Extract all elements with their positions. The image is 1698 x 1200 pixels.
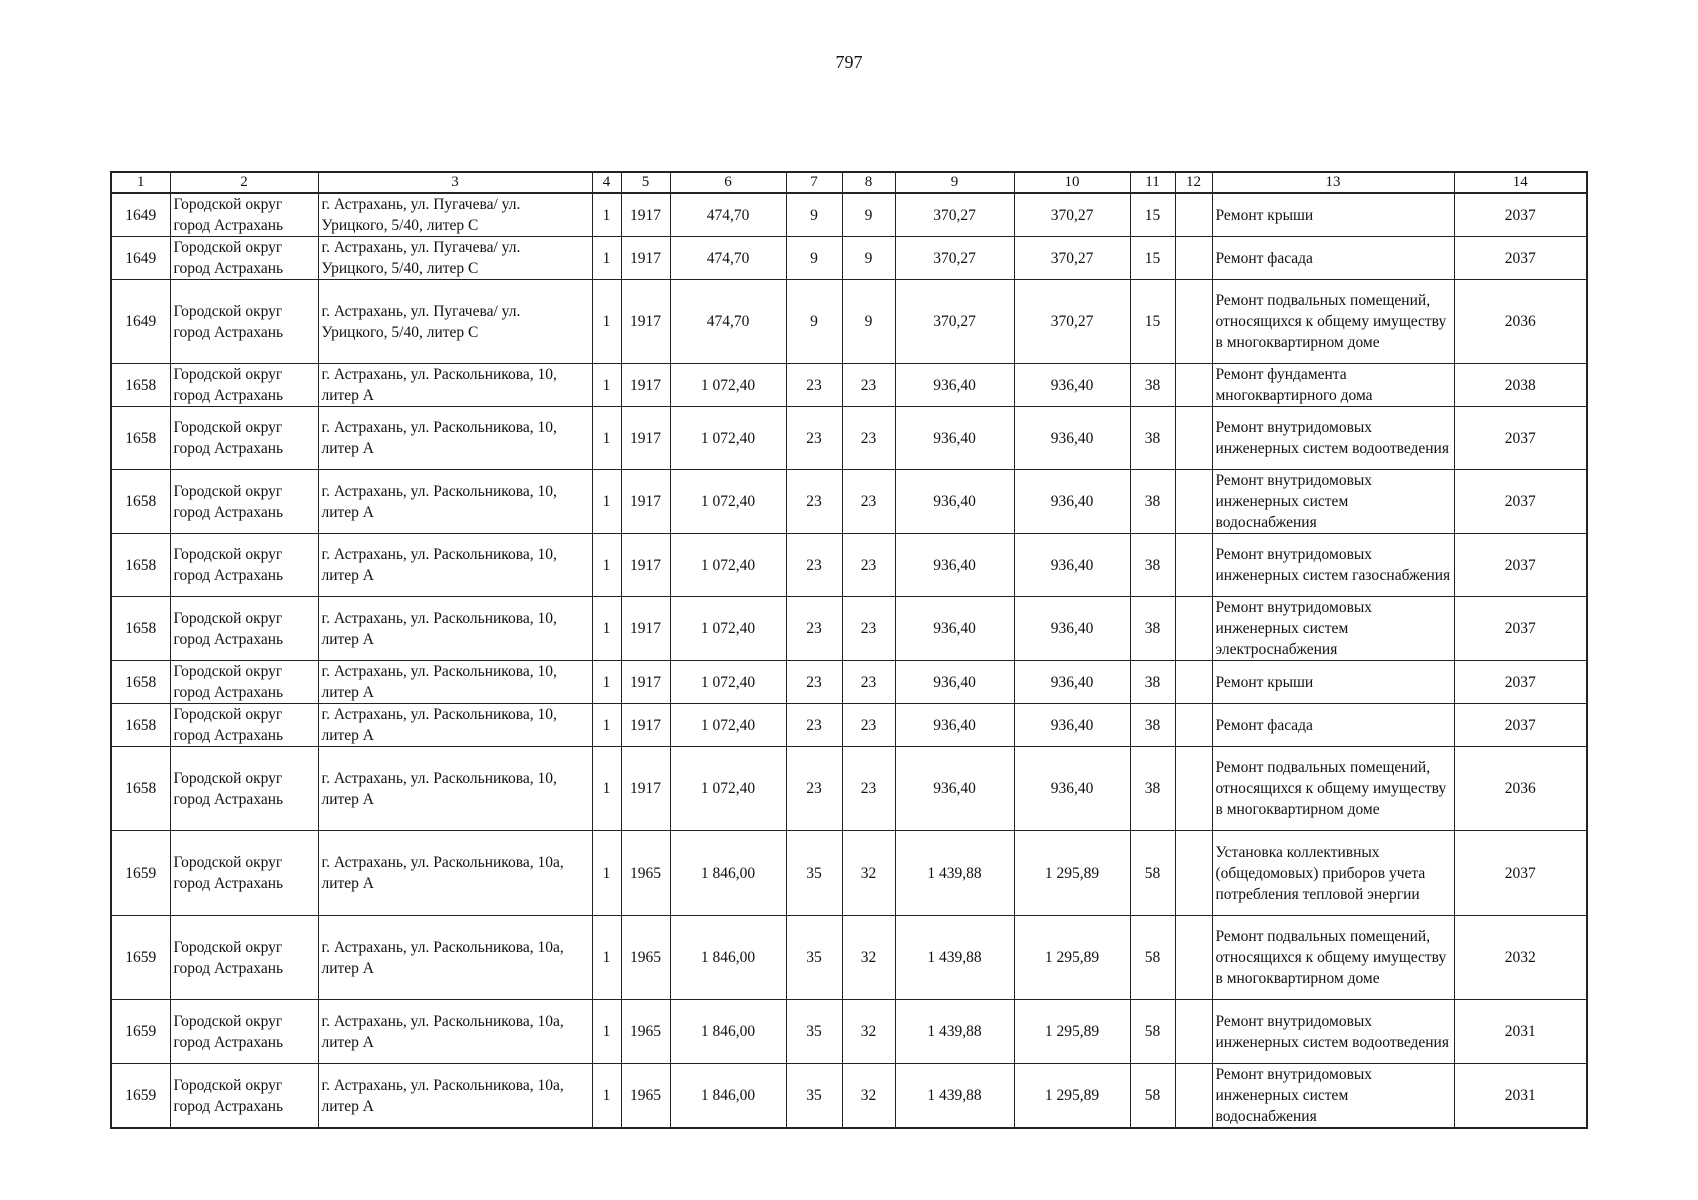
cell-col-12 [1175, 1064, 1212, 1129]
cell-area-total: 1 072,40 [670, 534, 786, 597]
cell-number: 1658 [111, 704, 170, 747]
cell-col-7: 23 [786, 661, 842, 704]
column-header-2: 2 [170, 172, 318, 193]
cell-area-10: 936,40 [1014, 747, 1130, 831]
cell-work-type: Ремонт подвальных помещений, относящихся к общему имуществу в многоквартирном доме [1212, 747, 1454, 831]
cell-col-11: 58 [1130, 916, 1175, 1000]
cell-area-10: 936,40 [1014, 661, 1130, 704]
cell-area-total: 1 072,40 [670, 661, 786, 704]
cell-area-9: 936,40 [895, 470, 1014, 534]
cell-planned-year: 2037 [1454, 661, 1587, 704]
cell-number: 1659 [111, 916, 170, 1000]
cell-col-11: 38 [1130, 661, 1175, 704]
cell-col-4: 1 [592, 704, 621, 747]
cell-col-12 [1175, 470, 1212, 534]
cell-col-12 [1175, 407, 1212, 470]
table-body [111, 193, 1587, 1128]
cell-year: 1917 [621, 364, 670, 407]
table-row [111, 1064, 1587, 1129]
cell-number: 1658 [111, 470, 170, 534]
cell-planned-year: 2036 [1454, 747, 1587, 831]
cell-area-total: 1 072,40 [670, 747, 786, 831]
cell-col-7: 35 [786, 1000, 842, 1064]
cell-municipality: Городской округ город Астрахань [170, 280, 318, 364]
cell-municipality: Городской округ город Астрахань [170, 1064, 318, 1129]
cell-area-total: 1 846,00 [670, 1064, 786, 1129]
cell-work-type: Ремонт внутридомовых инженерных систем водоотведения [1212, 1000, 1454, 1064]
cell-col-12 [1175, 193, 1212, 237]
cell-col-11: 58 [1130, 1000, 1175, 1064]
cell-address: г. Астрахань, ул. Раскольникова, 10а, литер А [318, 1064, 592, 1129]
cell-planned-year: 2037 [1454, 193, 1587, 237]
cell-area-total: 1 072,40 [670, 470, 786, 534]
cell-area-total: 1 846,00 [670, 916, 786, 1000]
cell-area-9: 370,27 [895, 280, 1014, 364]
column-header-12: 12 [1175, 172, 1212, 193]
cell-col-11: 38 [1130, 747, 1175, 831]
cell-municipality: Городской округ город Астрахань [170, 534, 318, 597]
cell-planned-year: 2036 [1454, 280, 1587, 364]
cell-col-7: 23 [786, 407, 842, 470]
cell-year: 1917 [621, 747, 670, 831]
repair-schedule-table [110, 171, 1588, 1129]
cell-number: 1658 [111, 597, 170, 661]
cell-area-9: 1 439,88 [895, 831, 1014, 916]
cell-col-8: 23 [842, 747, 895, 831]
cell-col-12 [1175, 597, 1212, 661]
cell-col-11: 38 [1130, 704, 1175, 747]
cell-number: 1649 [111, 237, 170, 280]
cell-col-11: 38 [1130, 534, 1175, 597]
table-row [111, 237, 1587, 280]
table-row [111, 747, 1587, 831]
cell-year: 1965 [621, 1000, 670, 1064]
cell-col-8: 9 [842, 280, 895, 364]
column-header-3: 3 [318, 172, 592, 193]
table-row [111, 364, 1587, 407]
cell-number: 1658 [111, 661, 170, 704]
cell-year: 1917 [621, 597, 670, 661]
cell-area-total: 474,70 [670, 237, 786, 280]
cell-year: 1917 [621, 704, 670, 747]
column-header-13: 13 [1212, 172, 1454, 193]
cell-col-4: 1 [592, 193, 621, 237]
cell-area-10: 370,27 [1014, 237, 1130, 280]
cell-col-7: 23 [786, 470, 842, 534]
cell-address: г. Астрахань, ул. Пугачева/ ул. Урицкого, 5/40, литер С [318, 237, 592, 280]
cell-address: г. Астрахань, ул. Раскольникова, 10а, литер А [318, 916, 592, 1000]
cell-col-12 [1175, 364, 1212, 407]
column-header-14: 14 [1454, 172, 1587, 193]
cell-col-12 [1175, 661, 1212, 704]
cell-work-type: Ремонт крыши [1212, 661, 1454, 704]
cell-col-8: 32 [842, 1064, 895, 1129]
cell-area-10: 370,27 [1014, 280, 1130, 364]
cell-number: 1658 [111, 364, 170, 407]
cell-col-11: 58 [1130, 1064, 1175, 1129]
cell-area-9: 1 439,88 [895, 1000, 1014, 1064]
cell-year: 1965 [621, 1064, 670, 1129]
cell-col-4: 1 [592, 831, 621, 916]
cell-area-10: 936,40 [1014, 364, 1130, 407]
cell-col-4: 1 [592, 661, 621, 704]
cell-year: 1965 [621, 916, 670, 1000]
column-header-8: 8 [842, 172, 895, 193]
cell-year: 1917 [621, 193, 670, 237]
cell-planned-year: 2037 [1454, 237, 1587, 280]
cell-work-type: Ремонт фасада [1212, 704, 1454, 747]
cell-area-9: 936,40 [895, 534, 1014, 597]
cell-number: 1659 [111, 831, 170, 916]
cell-address: г. Астрахань, ул. Раскольникова, 10, литер А [318, 704, 592, 747]
cell-area-10: 936,40 [1014, 704, 1130, 747]
cell-work-type: Ремонт фундамента многоквартирного дома [1212, 364, 1454, 407]
cell-number: 1658 [111, 534, 170, 597]
cell-col-12 [1175, 831, 1212, 916]
cell-col-4: 1 [592, 407, 621, 470]
cell-col-8: 32 [842, 1000, 895, 1064]
cell-area-9: 1 439,88 [895, 916, 1014, 1000]
cell-planned-year: 2037 [1454, 407, 1587, 470]
column-header-11: 11 [1130, 172, 1175, 193]
cell-planned-year: 2031 [1454, 1000, 1587, 1064]
cell-number: 1659 [111, 1000, 170, 1064]
cell-area-10: 936,40 [1014, 597, 1130, 661]
cell-planned-year: 2037 [1454, 831, 1587, 916]
cell-planned-year: 2037 [1454, 597, 1587, 661]
cell-municipality: Городской округ город Астрахань [170, 1000, 318, 1064]
cell-address: г. Астрахань, ул. Раскольникова, 10а, литер А [318, 1000, 592, 1064]
cell-col-4: 1 [592, 597, 621, 661]
cell-col-4: 1 [592, 1000, 621, 1064]
cell-area-total: 1 072,40 [670, 597, 786, 661]
cell-area-10: 1 295,89 [1014, 1000, 1130, 1064]
cell-area-total: 1 072,40 [670, 407, 786, 470]
cell-col-7: 23 [786, 747, 842, 831]
cell-municipality: Городской округ город Астрахань [170, 597, 318, 661]
cell-number: 1649 [111, 280, 170, 364]
table-row [111, 280, 1587, 364]
cell-col-4: 1 [592, 534, 621, 597]
table-row [111, 193, 1587, 237]
cell-area-10: 1 295,89 [1014, 831, 1130, 916]
cell-area-10: 936,40 [1014, 470, 1130, 534]
cell-col-8: 23 [842, 364, 895, 407]
cell-number: 1658 [111, 747, 170, 831]
cell-area-9: 936,40 [895, 407, 1014, 470]
table-row [111, 704, 1587, 747]
cell-address: г. Астрахань, ул. Пугачева/ ул. Урицкого, 5/40, литер С [318, 280, 592, 364]
cell-col-7: 23 [786, 534, 842, 597]
cell-municipality: Городской округ город Астрахань [170, 193, 318, 237]
cell-area-total: 1 846,00 [670, 831, 786, 916]
cell-col-7: 9 [786, 280, 842, 364]
cell-col-11: 38 [1130, 407, 1175, 470]
cell-col-11: 15 [1130, 193, 1175, 237]
cell-col-12 [1175, 916, 1212, 1000]
column-header-4: 4 [592, 172, 621, 193]
column-header-6: 6 [670, 172, 786, 193]
cell-col-7: 23 [786, 704, 842, 747]
cell-work-type: Ремонт внутридомовых инженерных систем электроснабжения [1212, 597, 1454, 661]
cell-col-4: 1 [592, 747, 621, 831]
cell-col-8: 23 [842, 704, 895, 747]
cell-planned-year: 2037 [1454, 534, 1587, 597]
cell-col-11: 15 [1130, 280, 1175, 364]
cell-col-11: 38 [1130, 364, 1175, 407]
cell-col-4: 1 [592, 1064, 621, 1129]
cell-address: г. Астрахань, ул. Раскольникова, 10, литер А [318, 534, 592, 597]
cell-area-9: 936,40 [895, 661, 1014, 704]
cell-col-8: 23 [842, 534, 895, 597]
cell-col-11: 38 [1130, 597, 1175, 661]
cell-address: г. Астрахань, ул. Раскольникова, 10, литер А [318, 661, 592, 704]
cell-municipality: Городской округ город Астрахань [170, 407, 318, 470]
cell-col-8: 23 [842, 661, 895, 704]
cell-work-type: Ремонт внутридомовых инженерных систем газоснабжения [1212, 534, 1454, 597]
cell-address: г. Астрахань, ул. Раскольникова, 10, литер А [318, 407, 592, 470]
cell-work-type: Ремонт фасада [1212, 237, 1454, 280]
cell-work-type: Ремонт внутридомовых инженерных систем водоснабжения [1212, 470, 1454, 534]
cell-col-8: 23 [842, 407, 895, 470]
column-header-9: 9 [895, 172, 1014, 193]
cell-area-total: 474,70 [670, 280, 786, 364]
cell-municipality: Городской округ город Астрахань [170, 747, 318, 831]
cell-planned-year: 2037 [1454, 704, 1587, 747]
cell-col-7: 23 [786, 364, 842, 407]
cell-col-11: 58 [1130, 831, 1175, 916]
cell-number: 1658 [111, 407, 170, 470]
cell-address: г. Астрахань, ул. Раскольникова, 10, литер А [318, 470, 592, 534]
cell-municipality: Городской округ город Астрахань [170, 661, 318, 704]
cell-address: г. Астрахань, ул. Раскольникова, 10, литер А [318, 747, 592, 831]
cell-area-total: 474,70 [670, 193, 786, 237]
cell-area-10: 936,40 [1014, 534, 1130, 597]
table-row [111, 831, 1587, 916]
cell-year: 1917 [621, 407, 670, 470]
table-row [111, 1000, 1587, 1064]
cell-col-4: 1 [592, 470, 621, 534]
cell-col-4: 1 [592, 364, 621, 407]
cell-area-9: 1 439,88 [895, 1064, 1014, 1129]
column-header-10: 10 [1014, 172, 1130, 193]
cell-col-8: 32 [842, 916, 895, 1000]
cell-planned-year: 2032 [1454, 916, 1587, 1000]
cell-work-type: Ремонт подвальных помещений, относящихся к общему имуществу в многоквартирном доме [1212, 916, 1454, 1000]
cell-area-9: 370,27 [895, 193, 1014, 237]
cell-col-7: 35 [786, 1064, 842, 1129]
cell-col-12 [1175, 280, 1212, 364]
cell-work-type: Ремонт подвальных помещений, относящихся к общему имуществу в многоквартирном доме [1212, 280, 1454, 364]
cell-area-9: 936,40 [895, 597, 1014, 661]
cell-municipality: Городской округ город Астрахань [170, 470, 318, 534]
cell-work-type: Ремонт внутридомовых инженерных систем водоотведения [1212, 407, 1454, 470]
cell-area-9: 370,27 [895, 237, 1014, 280]
cell-col-4: 1 [592, 280, 621, 364]
cell-municipality: Городской округ город Астрахань [170, 916, 318, 1000]
cell-address: г. Астрахань, ул. Раскольникова, 10, литер А [318, 364, 592, 407]
cell-col-8: 9 [842, 237, 895, 280]
cell-col-8: 23 [842, 470, 895, 534]
cell-number: 1659 [111, 1064, 170, 1129]
cell-year: 1917 [621, 237, 670, 280]
column-header-5: 5 [621, 172, 670, 193]
cell-year: 1917 [621, 661, 670, 704]
cell-area-10: 370,27 [1014, 193, 1130, 237]
cell-year: 1965 [621, 831, 670, 916]
cell-col-12 [1175, 534, 1212, 597]
column-header-7: 7 [786, 172, 842, 193]
cell-col-11: 38 [1130, 470, 1175, 534]
cell-col-4: 1 [592, 237, 621, 280]
cell-municipality: Городской округ город Астрахань [170, 831, 318, 916]
cell-area-10: 1 295,89 [1014, 1064, 1130, 1129]
cell-year: 1917 [621, 280, 670, 364]
cell-col-12 [1175, 704, 1212, 747]
table-row [111, 407, 1587, 470]
cell-address: г. Астрахань, ул. Раскольникова, 10, литер А [318, 597, 592, 661]
cell-col-7: 9 [786, 237, 842, 280]
cell-work-type: Установка коллективных (общедомовых) приборов учета потребления тепловой энергии [1212, 831, 1454, 916]
cell-municipality: Городской округ город Астрахань [170, 237, 318, 280]
cell-col-4: 1 [592, 916, 621, 1000]
cell-work-type: Ремонт крыши [1212, 193, 1454, 237]
cell-col-11: 15 [1130, 237, 1175, 280]
cell-col-12 [1175, 237, 1212, 280]
table-row [111, 534, 1587, 597]
cell-work-type: Ремонт внутридомовых инженерных систем водоснабжения [1212, 1064, 1454, 1129]
page-number: 797 [835, 52, 863, 72]
cell-col-7: 35 [786, 831, 842, 916]
cell-col-12 [1175, 747, 1212, 831]
cell-planned-year: 2038 [1454, 364, 1587, 407]
cell-col-7: 9 [786, 193, 842, 237]
cell-area-total: 1 846,00 [670, 1000, 786, 1064]
cell-area-9: 936,40 [895, 747, 1014, 831]
cell-year: 1917 [621, 534, 670, 597]
table-row [111, 916, 1587, 1000]
cell-address: г. Астрахань, ул. Пугачева/ ул. Урицкого, 5/40, литер С [318, 193, 592, 237]
cell-municipality: Городской округ город Астрахань [170, 364, 318, 407]
column-header-1: 1 [111, 172, 170, 193]
cell-year: 1917 [621, 470, 670, 534]
cell-address: г. Астрахань, ул. Раскольникова, 10а, литер А [318, 831, 592, 916]
cell-col-8: 32 [842, 831, 895, 916]
header-row [111, 172, 1587, 193]
cell-col-8: 23 [842, 597, 895, 661]
cell-area-10: 1 295,89 [1014, 916, 1130, 1000]
cell-number: 1649 [111, 193, 170, 237]
cell-area-total: 1 072,40 [670, 364, 786, 407]
cell-col-12 [1175, 1000, 1212, 1064]
cell-area-9: 936,40 [895, 704, 1014, 747]
table-row [111, 470, 1587, 534]
table-row [111, 597, 1587, 661]
cell-area-9: 936,40 [895, 364, 1014, 407]
cell-area-10: 936,40 [1014, 407, 1130, 470]
cell-col-7: 35 [786, 916, 842, 1000]
cell-col-8: 9 [842, 193, 895, 237]
table-header [111, 172, 1587, 193]
cell-col-7: 23 [786, 597, 842, 661]
cell-planned-year: 2031 [1454, 1064, 1587, 1129]
cell-municipality: Городской округ город Астрахань [170, 704, 318, 747]
cell-area-total: 1 072,40 [670, 704, 786, 747]
cell-planned-year: 2037 [1454, 470, 1587, 534]
table-row [111, 661, 1587, 704]
